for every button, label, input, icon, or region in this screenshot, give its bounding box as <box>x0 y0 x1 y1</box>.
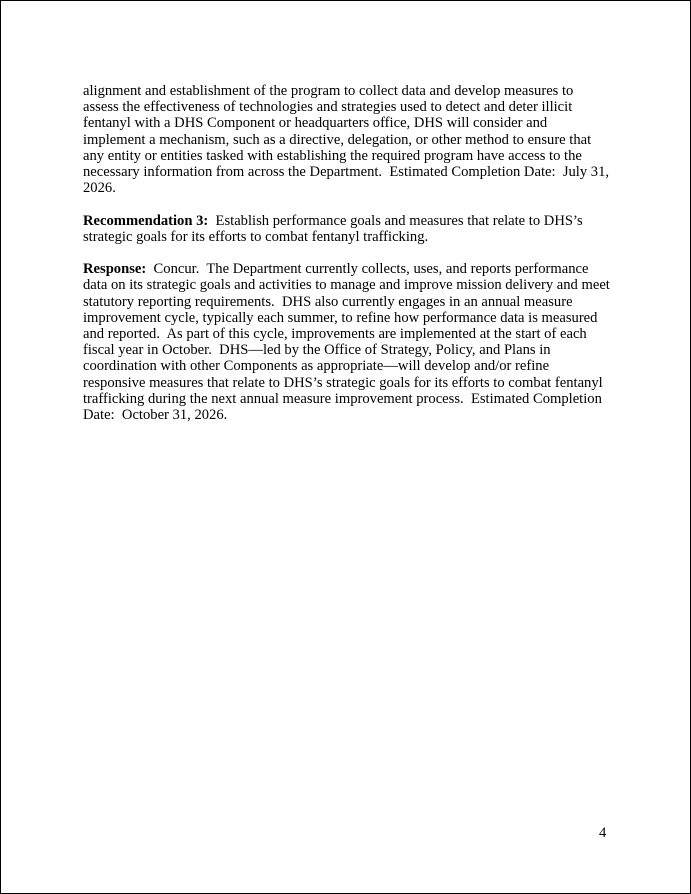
continuation-paragraph: alignment and establishment of the program to collect data and develop measures to assess the effectiveness of technologies and strategies used to detect and deter illicit fentanyl with a DHS Component or headquarters office, DHS will consider and implement a mechanism, such as a directive, delegation, or other method to ensure that any entity or entities tasked with establishing the required program have access to the necessary information from across the Department. Estimated Completion Date: July 31, 2026. <box>83 83 613 197</box>
response-text: Concur. The Department currently collects, uses, and reports performance data on its strategic goals and activities to manage and improve mission delivery and meet statutory reporting requirements. DHS also currently engages in an annual measure improvement cycle, typically each summer, to refine how performance data is measured and reported. As part of this cycle, improvements are implemented at the start of each fiscal year in October. DHS—led by the Office of Strategy, Policy, and Plans in coordination with other Components as appropriate—will develop and/or refine responsive measures that relate to DHS’s strategic goals for its efforts to combat fentanyl trafficking during the next annual measure improvement process. Estimated Completion Date: October 31, 2026. <box>83 261 614 424</box>
recommendation-label: Recommendation 3: <box>83 212 209 229</box>
response-paragraph <box>83 261 614 424</box>
recommendation-paragraph <box>83 213 611 245</box>
response-label: Response: <box>83 261 147 278</box>
page-content <box>83 83 614 439</box>
recommendation-text: Establish performance goals and measures that relate to DHS’s strategic goals for its efforts to combat fentanyl trafficking. <box>83 212 587 245</box>
page-number: 4 <box>599 825 607 841</box>
